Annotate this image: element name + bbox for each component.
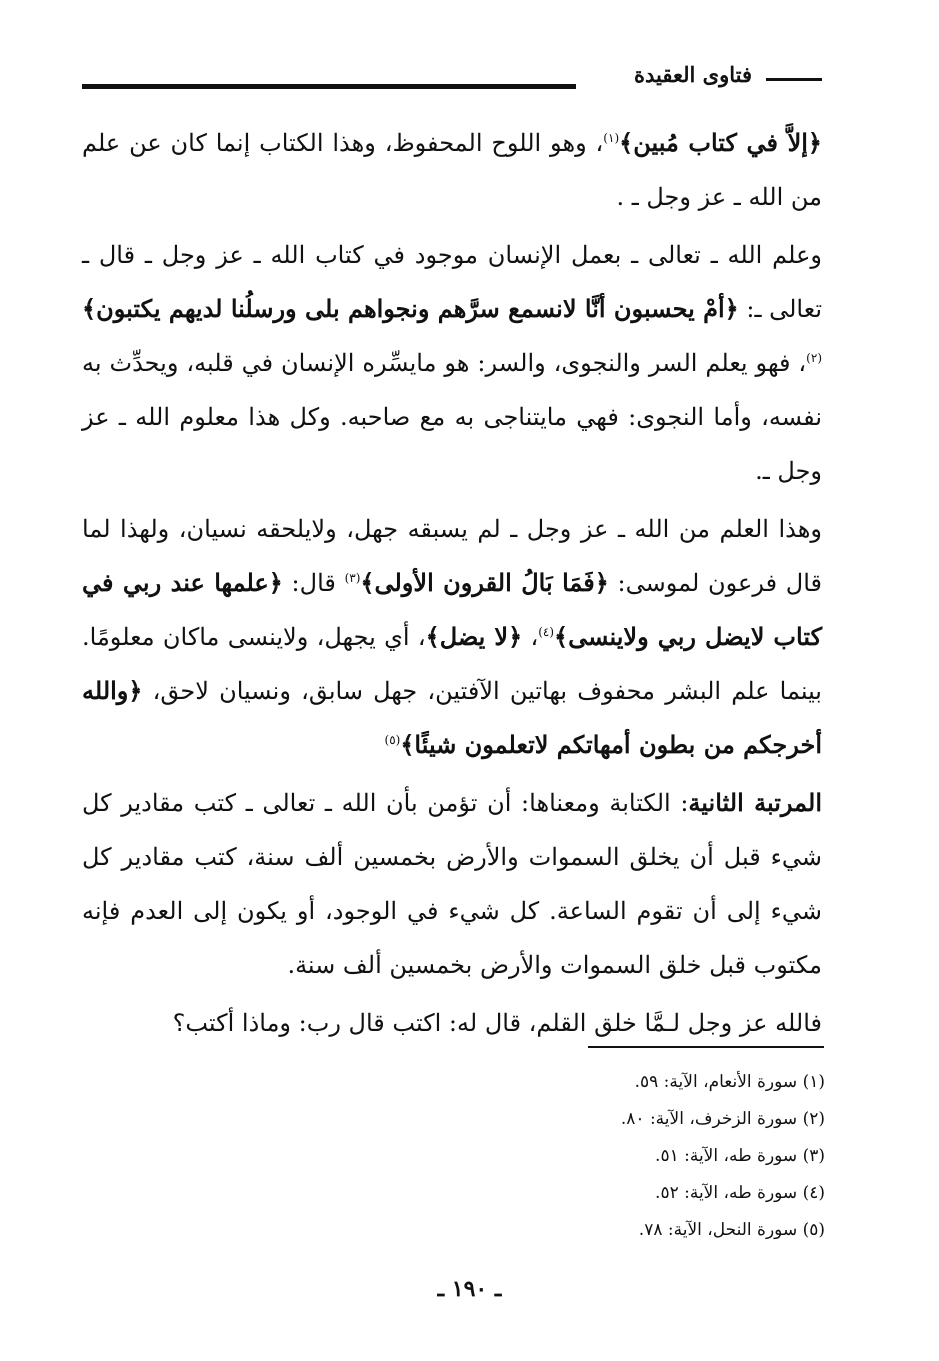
footnote-ref: (٥) [384, 733, 401, 747]
quoted-text: ﴿والله أخرجكم من بطون أمهاتكم لاتعلمون شيئًا﴾ [82, 676, 822, 759]
page-number: ـ ١٩٠ ـ [437, 1276, 502, 1302]
paragraph [82, 502, 822, 772]
text-segment: ، وهو اللوح المحفوظ، وهذا الكتاب إنما كان عن علم من الله ـ عز وجل ـ . [82, 129, 822, 211]
footnote: (٥) سورة النحل، الآية: ٧٨. [638, 1220, 825, 1240]
main-text [82, 116, 822, 1050]
running-header [82, 56, 822, 96]
paragraph [82, 996, 822, 1050]
footnote: (٤) سورة طه، الآية: ٥٢. [655, 1183, 825, 1203]
text-segment: فالله عز وجل لـمَّا خلق القلم، قال له: اكتب قال رب: وماذا أكتب؟ [172, 1009, 822, 1037]
text-segment: وهذا العلم من الله ـ عز وجل ـ لم يسبقه جهل، ولايلحقه نسيان، ولهذا لما قال فرعون لموسى: [82, 515, 823, 597]
text-segment: قال: [282, 569, 345, 597]
header-rule-long [82, 84, 576, 89]
text-segment: ، أي يجهل، ولاينسى ماكان معلومًا. بينما علم البشر محفوف بهاتين الآفتين، جهل سابق، ونسيان لاحق، [82, 623, 822, 705]
paragraph [82, 116, 822, 224]
footnote-ref: (٤) [538, 625, 555, 639]
footnote: (١) سورة الأنعام، الآية: ٥٩. [634, 1072, 825, 1092]
header-rule-short [766, 78, 822, 81]
footnote: (٣) سورة طه، الآية: ٥١. [655, 1146, 825, 1166]
footnotes-list [465, 1064, 825, 1249]
footnote-ref: (٢) [806, 351, 822, 365]
footnote-ref: (١) [603, 131, 620, 145]
quoted-text: ﴿أمْ يحسبون أنَّا لانسمع سرَّهم ونجواهم بلى ورسلُنا لديهم يكتبون﴾ [82, 294, 739, 323]
quoted-text: ﴿فَمَا بَالُ القرون الأولى﴾ [360, 568, 609, 597]
quoted-text: ﴿لا يضل﴾ [425, 622, 523, 651]
footnote-separator [588, 1046, 824, 1048]
paragraph [82, 228, 822, 498]
text-segment: ، فهو يعلم السر والنجوى، والسر: هو مايسِّره الإنسان في قلبه، ويحدِّث به نفسه، وأما النجوى: فهي مايتناجى به مع صاحبه. وكل هذا معلوم الله ـ عز وجل ـ. [82, 349, 822, 485]
quoted-text: ﴿علمها عند ربي في كتاب لايضل ربي ولاينسى﴾ [82, 568, 823, 651]
text-segment: : الكتابة ومعناها: أن تؤمن بأن الله ـ تعالى ـ كتب مقادير كل شيء قبل أن يخلق السموات والأرض بخمسين ألف سنة، كتب مقادير كل شيء إلى أن تقوم الساعة. كل شيء في الوجود، أو يكون إلى العدم فإنه مكتوب قبل خلق السموات والأرض بخمسين ألف سنة. [82, 789, 822, 979]
footnote: (٢) سورة الزخرف، الآية: ٨٠. [620, 1109, 825, 1129]
paragraph [82, 776, 822, 992]
quoted-text: المرتبة الثانية [688, 788, 822, 817]
text-segment: وعلم الله ـ تعالى ـ بعمل الإنسان موجود في كتاب الله ـ عز وجل ـ قال ـ تعالى ـ: [82, 241, 822, 323]
quoted-text: ﴿إلاَّ في كتاب مُبين﴾ [619, 128, 822, 157]
footnote-ref: (٣) [344, 571, 361, 585]
text-segment: ، [522, 623, 539, 651]
header-title: فتاوى العقيدة [633, 62, 752, 87]
